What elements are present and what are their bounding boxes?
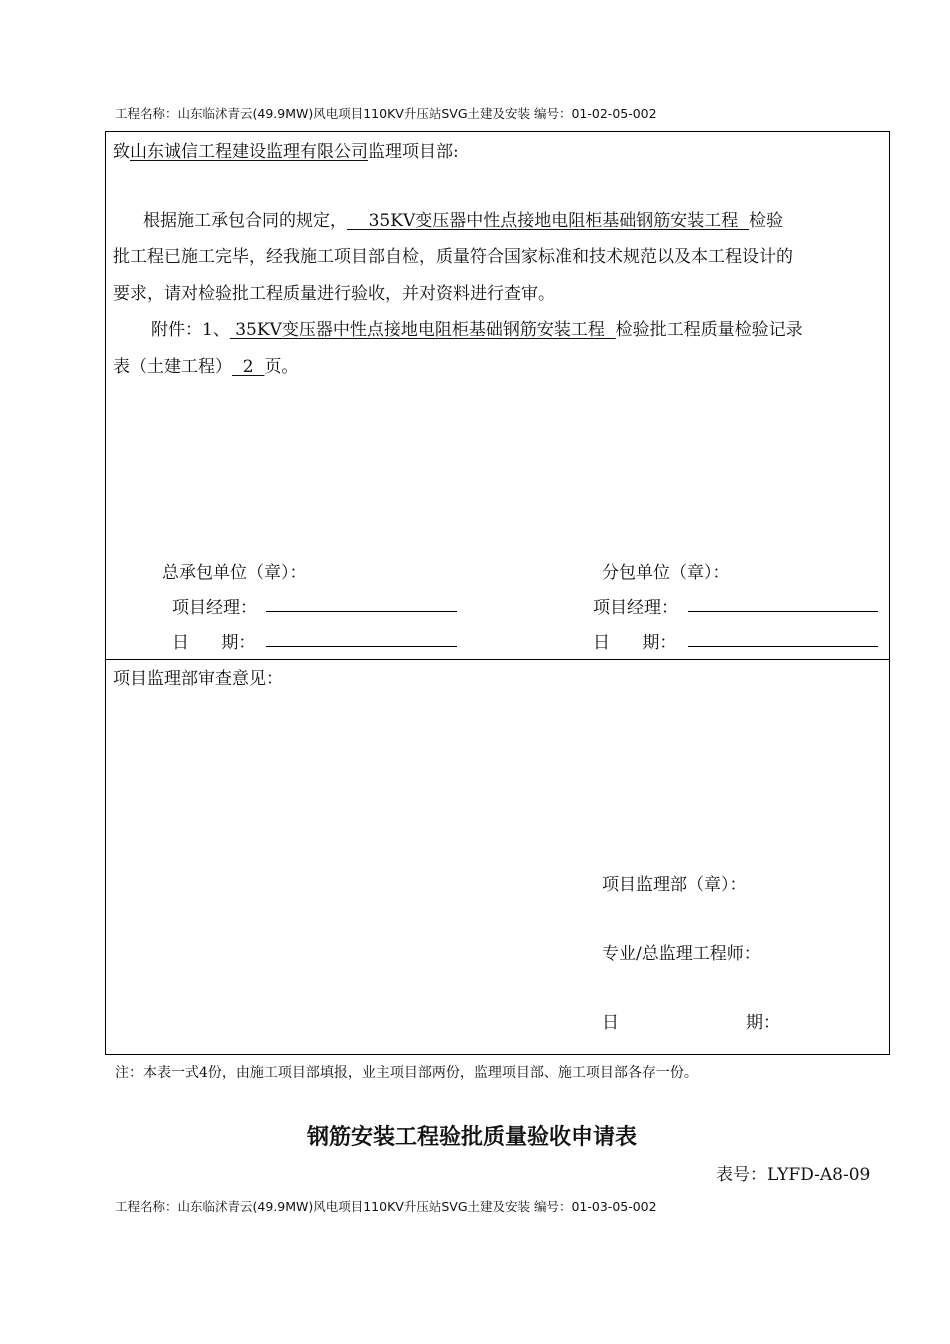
general-contractor-label: 总承包单位（章）：	[162, 563, 307, 583]
attachment-prefix: 附件：1、	[151, 320, 230, 340]
pm-label-left: 项目经理：	[172, 598, 257, 618]
project-header: 工程名称：山东临沭青云(49.9MW)风电项目110KV升压站SVG土建及安装 编号：01-02-05-002	[115, 106, 657, 121]
review-date-suffix: 期：	[746, 1013, 780, 1033]
attachment-suffix: 检验批工程质量检验记录	[615, 320, 803, 340]
inspection-item-blank: 35KV变压器中性点接地电阻柜基础钢筋安装工程	[347, 211, 750, 231]
paragraph-line-2: 批工程已施工完毕，经我施工项目部自检，质量符合国家标准和技术规范以及本工程设计的	[113, 247, 793, 267]
addressee-prefix: 致	[113, 142, 130, 162]
date-label-left: 日 期：	[172, 633, 256, 653]
supervision-stamp-label: 项目监理部（章）：	[602, 875, 747, 895]
attachment-item-blank: 35KV变压器中性点接地电阻柜基础钢筋安装工程	[229, 320, 616, 340]
addressee-line	[113, 137, 459, 162]
pm-signature-line-left[interactable]	[266, 611, 457, 612]
paragraph-line-1	[143, 206, 783, 231]
page-count-blank: 2	[232, 357, 265, 377]
attachment-line-2	[113, 352, 298, 377]
addressee-suffix: 监理项目部:	[368, 142, 459, 162]
paragraph-line-3: 要求，请对检验批工程质量进行验收，并对资料进行查审。	[113, 284, 555, 304]
form-note: 注：本表一式4份，由施工项目部填报，业主项目部两份，监理项目部、施工项目部各存一份。	[115, 1065, 698, 1081]
attachment-line-1	[151, 315, 803, 340]
next-project-header: 工程名称：山东临沭青云(49.9MW)风电项目110KV升压站SVG土建及安装 编号：01-03-05-002	[115, 1199, 657, 1214]
pm-signature-line-right[interactable]	[688, 611, 878, 612]
date-label-right: 日 期：	[593, 633, 677, 653]
section-divider	[105, 659, 890, 660]
review-date-label: 日	[602, 1013, 619, 1033]
supervision-company: 山东诚信工程建设监理有限公司	[130, 142, 368, 162]
subcontractor-label: 分包单位（章）：	[602, 563, 730, 583]
next-form-title: 钢筋安装工程验批质量验收申请表	[307, 1125, 638, 1150]
next-form-number: 表号：LYFD-A8-09	[716, 1165, 871, 1185]
page-unit: 页。	[264, 357, 299, 377]
pm-label-right: 项目经理：	[593, 598, 678, 618]
date-line-right[interactable]	[688, 646, 878, 647]
engineer-label: 专业/总监理工程师：	[602, 944, 761, 964]
date-line-left[interactable]	[266, 646, 457, 647]
review-opinion-title: 项目监理部审查意见：	[113, 669, 283, 689]
para1-text: 根据施工承包合同的规定，	[143, 211, 347, 231]
para1-end: 检验	[749, 211, 784, 231]
attachment-type: 表（土建工程）	[113, 357, 232, 377]
